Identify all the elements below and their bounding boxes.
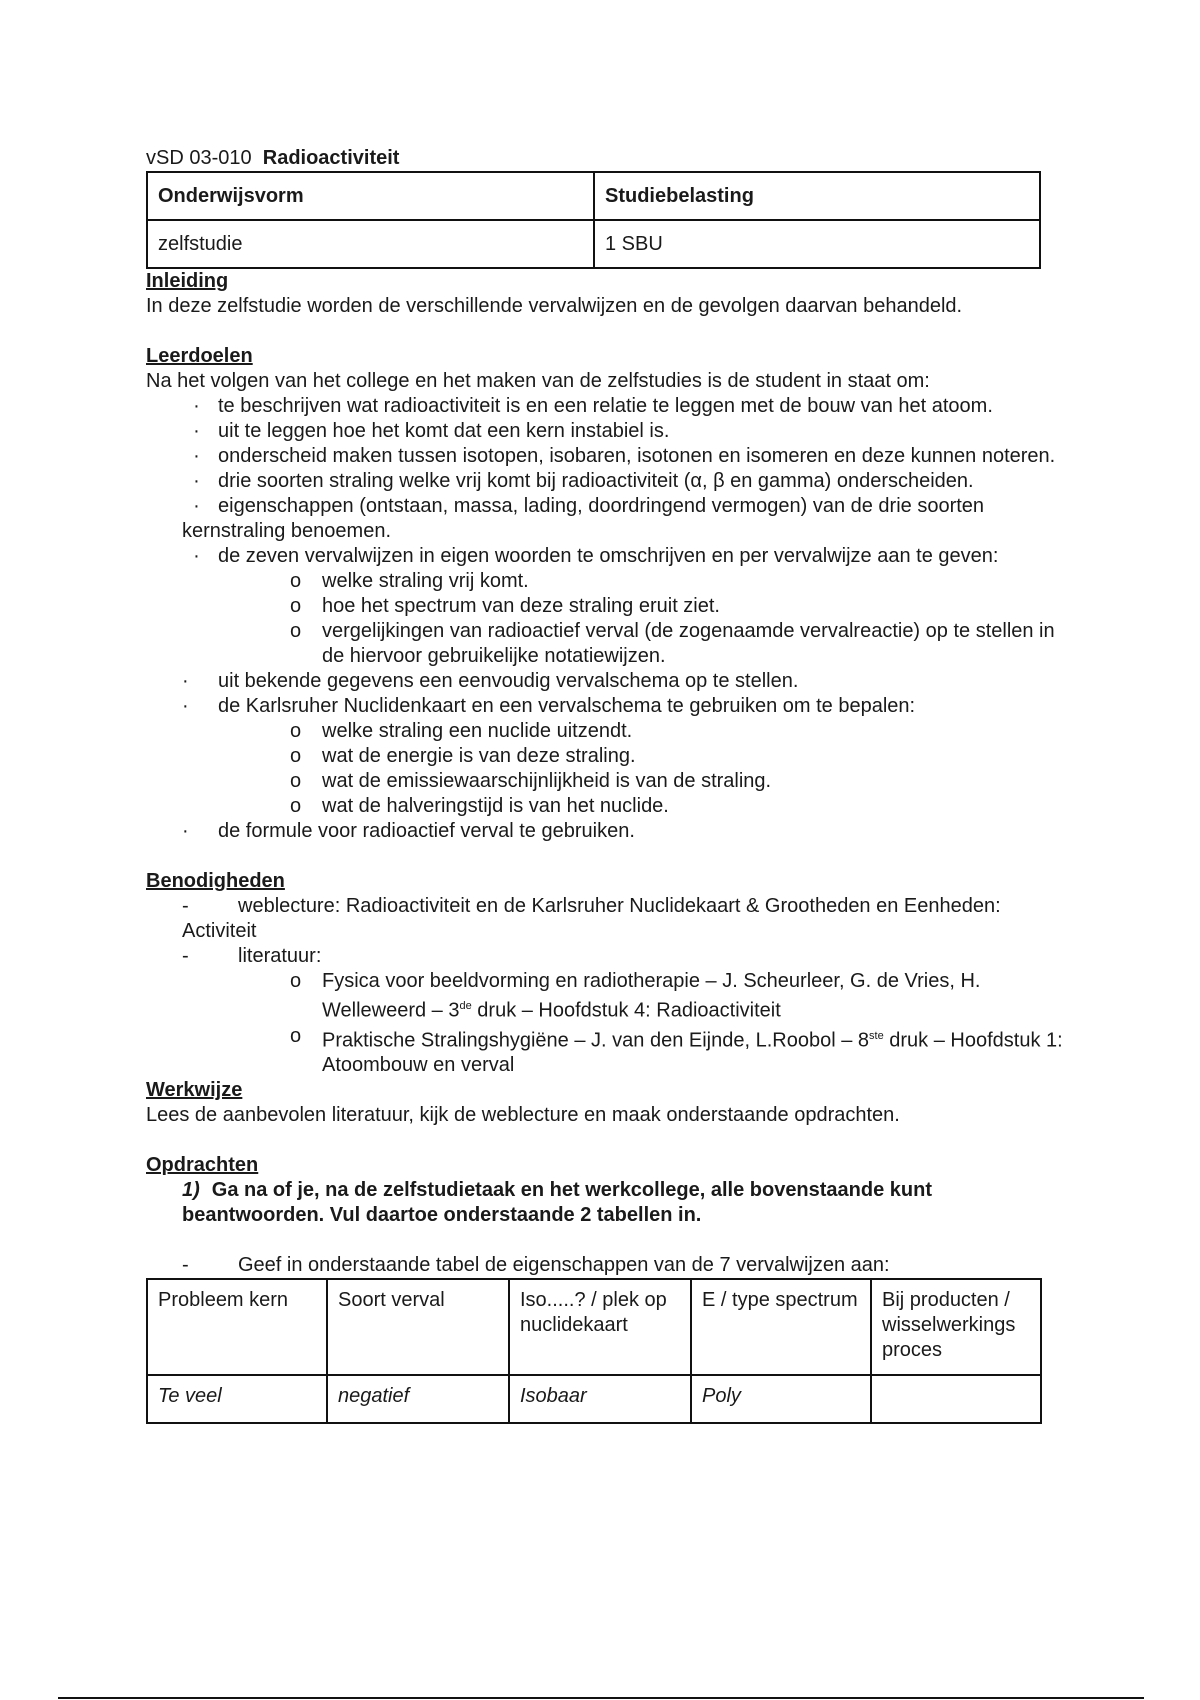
info-header-onderwijsvorm: Onderwijsvorm: [147, 172, 594, 220]
list-item: o hoe het spectrum van deze straling eruit ziet.: [290, 595, 720, 617]
list-item: - weblecture: Radioactiviteit en de Karlsruher Nuclidekaart & Grootheden en Eenheden: Activiteit: [182, 895, 1001, 942]
instruction-list: [146, 1253, 1076, 1278]
list-item: o welke straling vrij komt.: [290, 570, 529, 592]
nuclidenkaart-sublist: [146, 719, 1076, 819]
opdrachten-heading: Opdrachten: [146, 1154, 259, 1177]
table-cell[interactable]: negatief: [327, 1375, 509, 1423]
list-item-text: uit bekende gegevens een eenvoudig vervalschema op te stellen.: [218, 670, 799, 692]
table-header-cell: E / type spectrum: [691, 1279, 871, 1375]
list-item-text: welke straling een nuclide uitzendt.: [322, 720, 633, 742]
list-item: o wat de emissiewaarschijnlijkheid is van de straling.: [290, 770, 772, 792]
table-cell[interactable]: Poly: [691, 1375, 871, 1423]
info-table: [146, 171, 1041, 269]
list-item-text: wat de halveringstijd is van het nuclide.: [322, 795, 669, 817]
list-item: · onderscheid maken tussen isotopen, isobaren, isotonen en isomeren en deze kunnen noteren.: [182, 445, 1056, 467]
list-item: o vergelijkingen van radioactief verval (de zogenaamde vervalreactie) op te stellen in de hiervoor gebruikelijke notatiewijzen.: [290, 620, 1055, 667]
spacer: [146, 319, 1076, 344]
benodigdheden-list: [146, 894, 1076, 969]
list-item: · de Karlsruher Nuclidenkaart en een vervalschema te gebruiken om te bepalen:: [182, 695, 916, 717]
list-item: · uit te leggen hoe het komt dat een kern instabiel is.: [182, 420, 670, 442]
list-item: · te beschrijven wat radioactiviteit is en een relatie te leggen met de bouw van het atoom.: [182, 395, 993, 417]
list-item: · drie soorten straling welke vrij komt bij radioactiviteit (α, β en gamma) onderscheiden.: [182, 470, 974, 492]
list-item: - Geef in onderstaande tabel de eigenschappen van de 7 vervalwijzen aan:: [182, 1254, 890, 1277]
list-item-text: wat de energie is van deze straling.: [322, 745, 636, 767]
list-item: o wat de halveringstijd is van het nuclide.: [290, 795, 669, 817]
list-item: o wat de energie is van deze straling.: [290, 745, 636, 767]
list-item-text: Geef in onderstaande tabel de eigenschappen van de 7 vervalwijzen aan:: [238, 1254, 890, 1277]
list-item-text: de Karlsruher Nuclidenkaart en een vervalschema te gebruiken om te bepalen:: [218, 695, 916, 717]
table-cell[interactable]: Te veel: [147, 1375, 327, 1423]
list-item-text: de zeven vervalwijzen in eigen woorden te omschrijven en per vervalwijze aan te geven:: [218, 545, 999, 567]
list-item-text: vergelijkingen van radioactief verval (de zogenaamde vervalreactie) op te stellen in de hiervoor gebruikelijke notatiewijzen.: [322, 620, 1055, 667]
document-title: [146, 146, 1076, 171]
table-header-row: [147, 1279, 1041, 1375]
list-item: - literatuur:: [182, 945, 322, 967]
info-value-onderwijsvorm: zelfstudie: [147, 220, 594, 268]
task-text: Ga na of je, na de zelfstudietaak en het werkcollege, alle bovenstaande kunt beantwoorden. Vul daartoe onderstaande 2 tabellen in.: [182, 1179, 933, 1227]
list-item-text: drie soorten straling welke vrij komt bij radioactiviteit (α, β en gamma) onderscheiden.: [218, 470, 974, 492]
list-item-text: onderscheid maken tussen isotopen, isobaren, isotonen en isomeren en deze kunnen noteren.: [218, 445, 1056, 467]
leerdoelen-list-cont: [146, 669, 1076, 719]
table-cell[interactable]: Isobaar: [509, 1375, 691, 1423]
vervalwijzen-table: [146, 1278, 1042, 1424]
list-item: o Fysica voor beeldvorming en radiotherapie – J. Scheurleer, G. de Vries, H. Welleweerd – 3de druk – Hoofdstuk 4: Radioactiviteit: [290, 970, 981, 1022]
info-value-studiebelasting: 1 SBU: [594, 220, 1040, 268]
leerdoelen-list-end: [146, 819, 1076, 844]
werkwijze-text: Lees de aanbevolen literatuur, kijk de weblecture en maak onderstaande opdrachten.: [146, 1104, 900, 1127]
list-item-text: weblecture: Radioactiviteit en de Karlsruher Nuclidekaart & Grootheden en Eenheden: Activiteit: [182, 895, 1001, 942]
leerdoelen-intro: Na het volgen van het college en het maken van de zelfstudies is de student in staat om:: [146, 370, 930, 392]
list-item-text: wat de emissiewaarschijnlijkheid is van de straling.: [322, 770, 772, 792]
list-item: · uit bekende gegevens een eenvoudig vervalschema op te stellen.: [182, 670, 799, 692]
list-item: o Praktische Stralingshygiëne – J. van den Eijnde, L.Roobol – 8ste druk – Hoofdstuk 1: Atoombouw en verval: [290, 1024, 1063, 1077]
course-title: Radioactiviteit: [262, 147, 400, 169]
table-row: [147, 1375, 1041, 1423]
literatuur-sublist: [146, 969, 1076, 1078]
list-item: · de formule voor radioactief verval te gebruiken.: [182, 820, 635, 842]
vervalwijze-sublist: [146, 569, 1076, 669]
spacer: [146, 1228, 1076, 1253]
table-cell[interactable]: [871, 1375, 1041, 1423]
list-item-text: welke straling vrij komt.: [322, 570, 529, 592]
list-item-text: uit te leggen hoe het komt dat een kern instabiel is.: [218, 420, 670, 442]
table-header-cell: Bij producten / wisselwerkings proces: [871, 1279, 1041, 1375]
table-header-cell: Probleem kern: [147, 1279, 327, 1375]
werkwijze-heading: Werkwijze: [146, 1079, 243, 1102]
table-header-cell: Iso.....? / plek op nuclidekaart: [509, 1279, 691, 1375]
task-number: 1): [182, 1179, 200, 1202]
document-page: [146, 146, 1076, 1424]
leerdoelen-heading: Leerdoelen: [146, 345, 253, 367]
benodigdheden-heading: Benodigheden: [146, 870, 285, 892]
inleiding-heading: Inleiding: [146, 270, 229, 292]
spacer: [146, 1128, 1076, 1153]
list-item-text: de formule voor radioactief verval te gebruiken.: [218, 820, 635, 842]
inleiding-text: In deze zelfstudie worden de verschillende vervalwijzen en de gevolgen daarvan behandeld.: [146, 295, 963, 317]
list-item-text: eigenschappen (ontstaan, massa, lading, doordringend vermogen) van de drie soorten kernstraling benoemen.: [182, 495, 985, 542]
list-item-text: hoe het spectrum van deze straling eruit ziet.: [322, 595, 720, 617]
leerdoelen-list: [146, 394, 1076, 569]
task-1: [146, 1178, 1076, 1228]
list-item-text: literatuur:: [238, 945, 322, 967]
list-item-text: te beschrijven wat radioactiviteit is en een relatie te leggen met de bouw van het atoom.: [218, 395, 993, 417]
course-code: vSD 03-010: [146, 147, 252, 169]
table-header-cell: Soort verval: [327, 1279, 509, 1375]
list-item: o welke straling een nuclide uitzendt.: [290, 720, 633, 742]
footer-divider: [58, 1697, 1144, 1699]
list-item: · de zeven vervalwijzen in eigen woorden te omschrijven en per vervalwijze aan te geven:: [182, 545, 999, 567]
info-header-studiebelasting: Studiebelasting: [594, 172, 1040, 220]
spacer: [146, 844, 1076, 869]
list-item: · eigenschappen (ontstaan, massa, lading, doordringend vermogen) van de drie soorten kernstraling benoemen.: [182, 495, 985, 542]
